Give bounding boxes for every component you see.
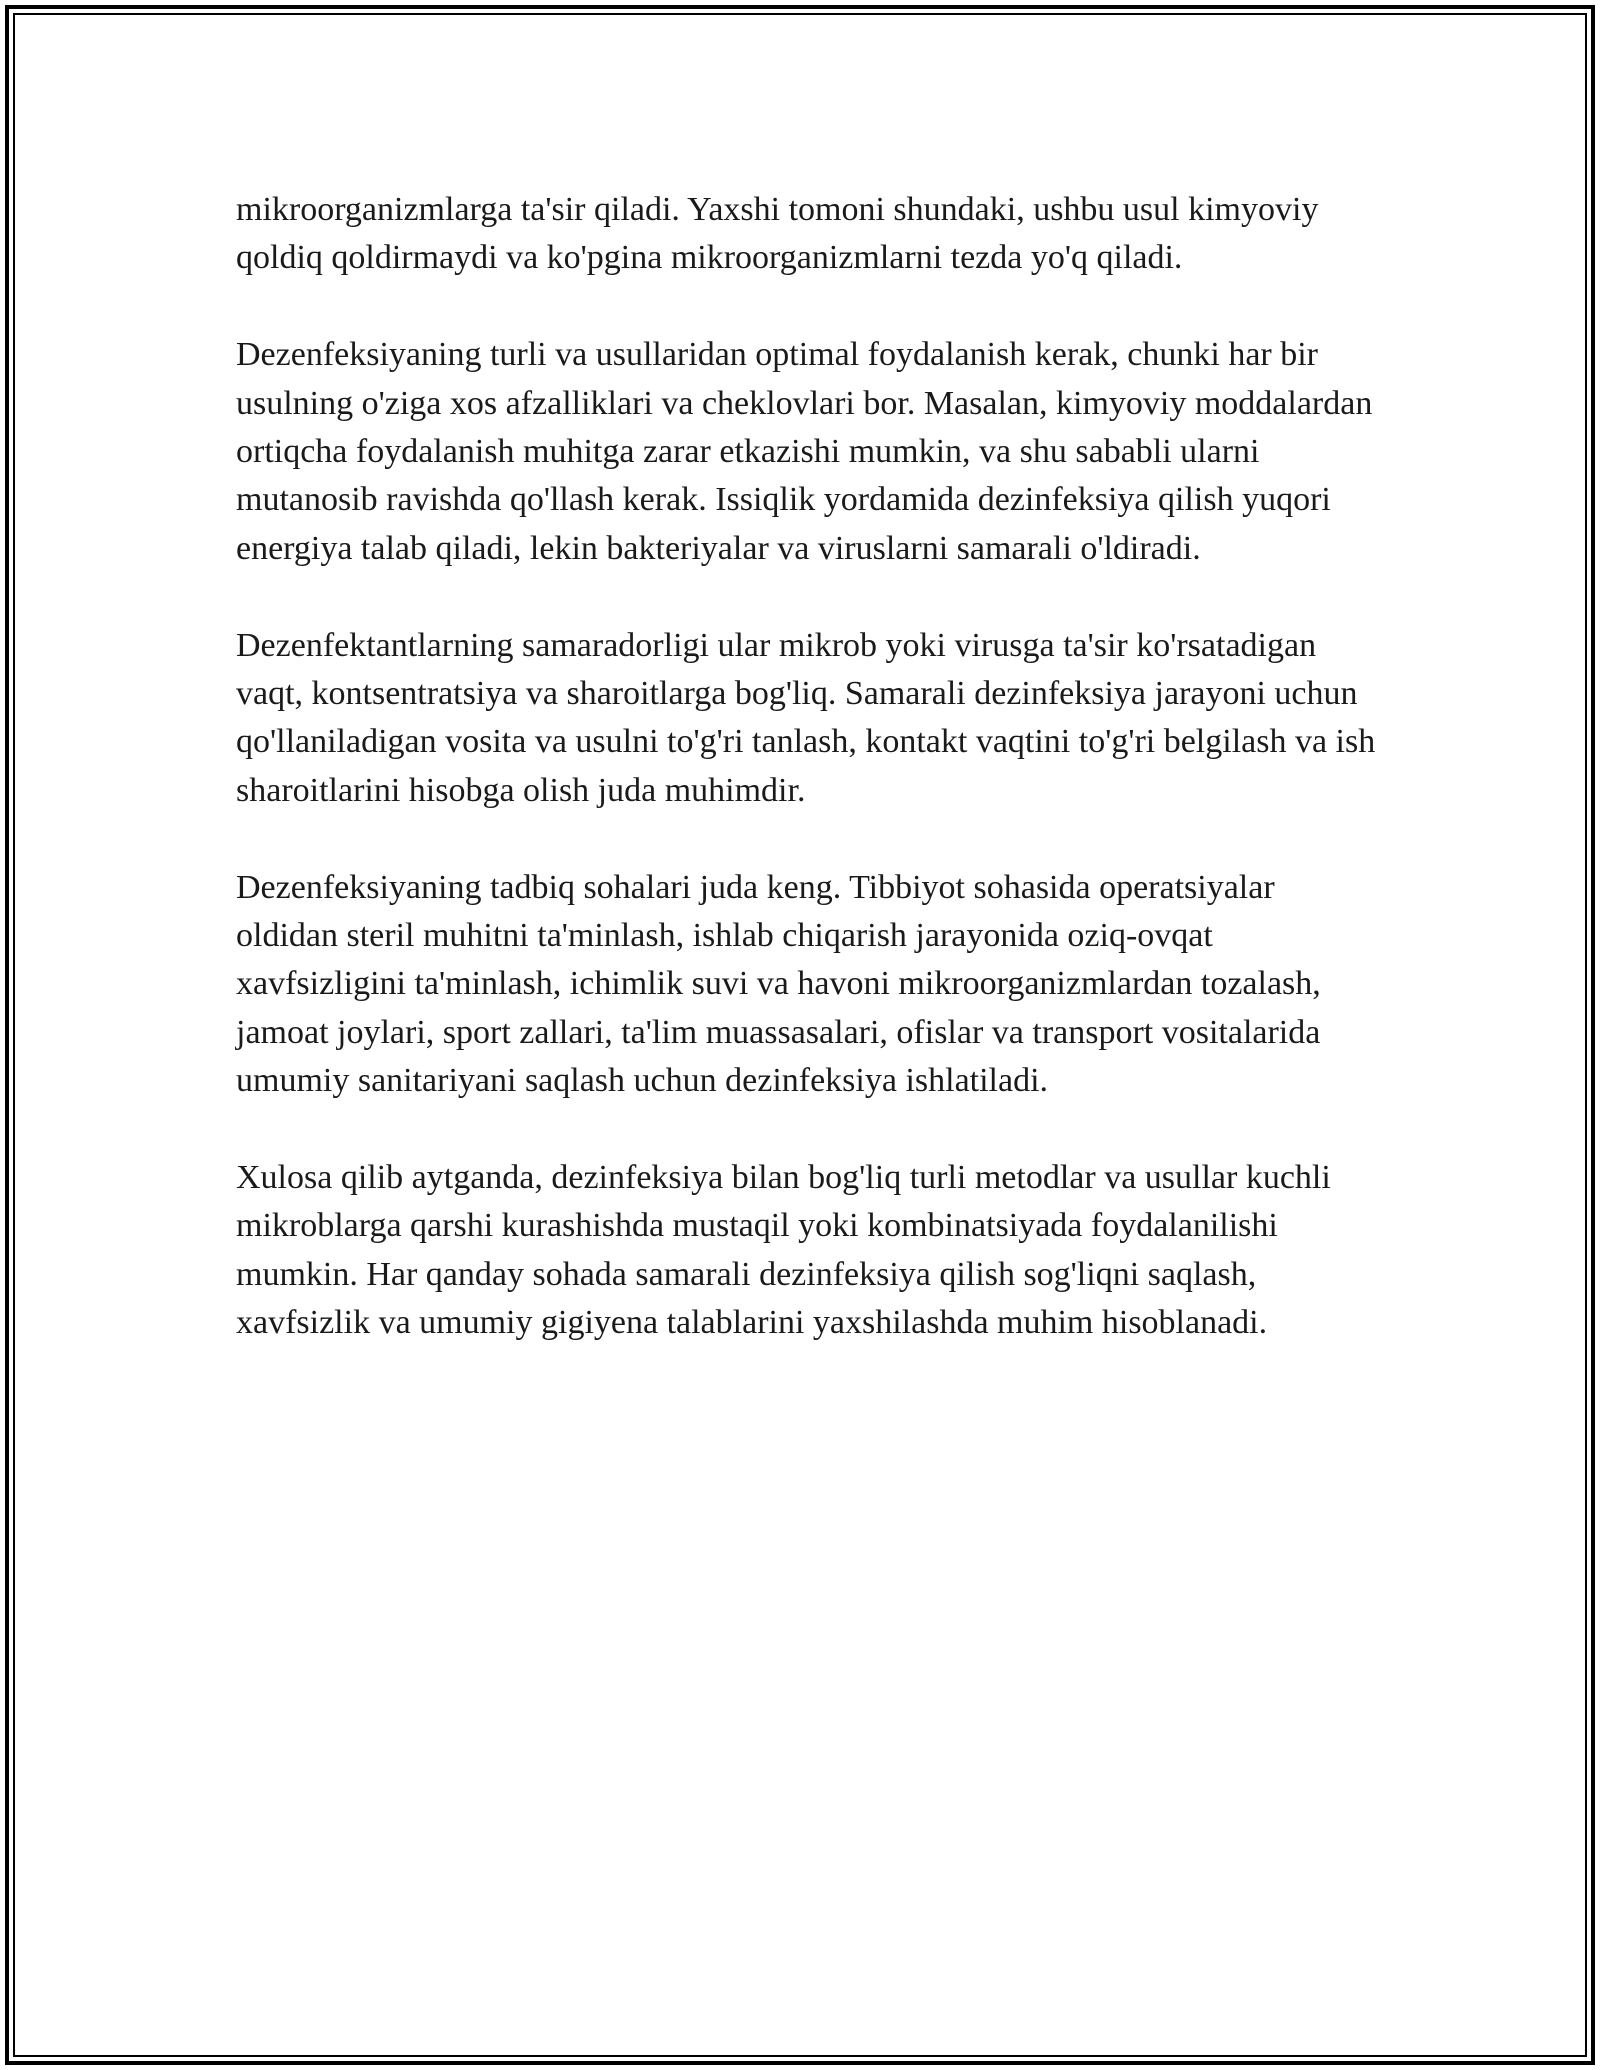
document-body [236, 186, 1376, 1396]
paragraph-2: Dezenfeksiyaning turli va usullaridan optimal foydalanish kerak, chunki har bir usulning o'ziga xos afzalliklari va cheklovlari bor. Masalan, kimyoviy moddalardan ortiqcha foydalanish muhitga zarar etkazishi mumkin, va shu sababli ularni mutanosib ravishda qo'llash kerak. Issiqlik yordamida dezinfeksiya qilish yuqori energiya talab qiladi, lekin bakteriyalar va viruslarni samarali o'ldiradi. [236, 336, 1373, 567]
paragraph-4: Dezenfeksiyaning tadbiq sohalari juda keng. Tibbiyot sohasida operatsiyalar oldidan steril muhitni ta'minlash, ishlab chiqarish jarayonida oziq-ovqat xavfsizligini ta'minlash, ichimlik suvi va havoni mikroorganizmlardan tozalash, jamoat joylari, sport zallari, ta'lim muassasalari, ofislar va transport vositalarida umumiy sanitariyani saqlash uchun dezinfeksiya ishlatiladi. [236, 868, 1321, 1100]
paragraph-3: Dezenfektantlarning samaradorligi ular mikrob yoki virusga ta'sir ko'rsatadigan vaqt, kontsentratsiya va sharoitlarga bog'liq. Samarali dezinfeksiya jarayoni uchun qo'llaniladigan vosita va usulni to'g'ri tanlash, kontakt vaqtini to'g'ri belgilash va ish sharoitlarini hisobga olish juda muhimdir. [236, 626, 1376, 809]
paragraph-5: Xulosa qilib aytganda, dezinfeksiya bilan bog'liq turli metodlar va usullar kuchli mikroblarga qarshi kurashishda mustaqil yoki kombinatsiyada foydalanilishi mumkin. Har qanday sohada samarali dezinfeksiya qilish sog'liqni saqlash, xavfsizlik va umumiy gigiyena talablarini yaxshilashda muhim hisoblanadi. [236, 1159, 1331, 1342]
paragraph-1: mikroorganizmlarga ta'sir qiladi. Yaxshi tomoni shundaki, ushbu usul kimyoviy qoldiq qoldirmaydi va ko'pgina mikroorganizmlarni tezda yo'q qiladi. [236, 191, 1319, 277]
